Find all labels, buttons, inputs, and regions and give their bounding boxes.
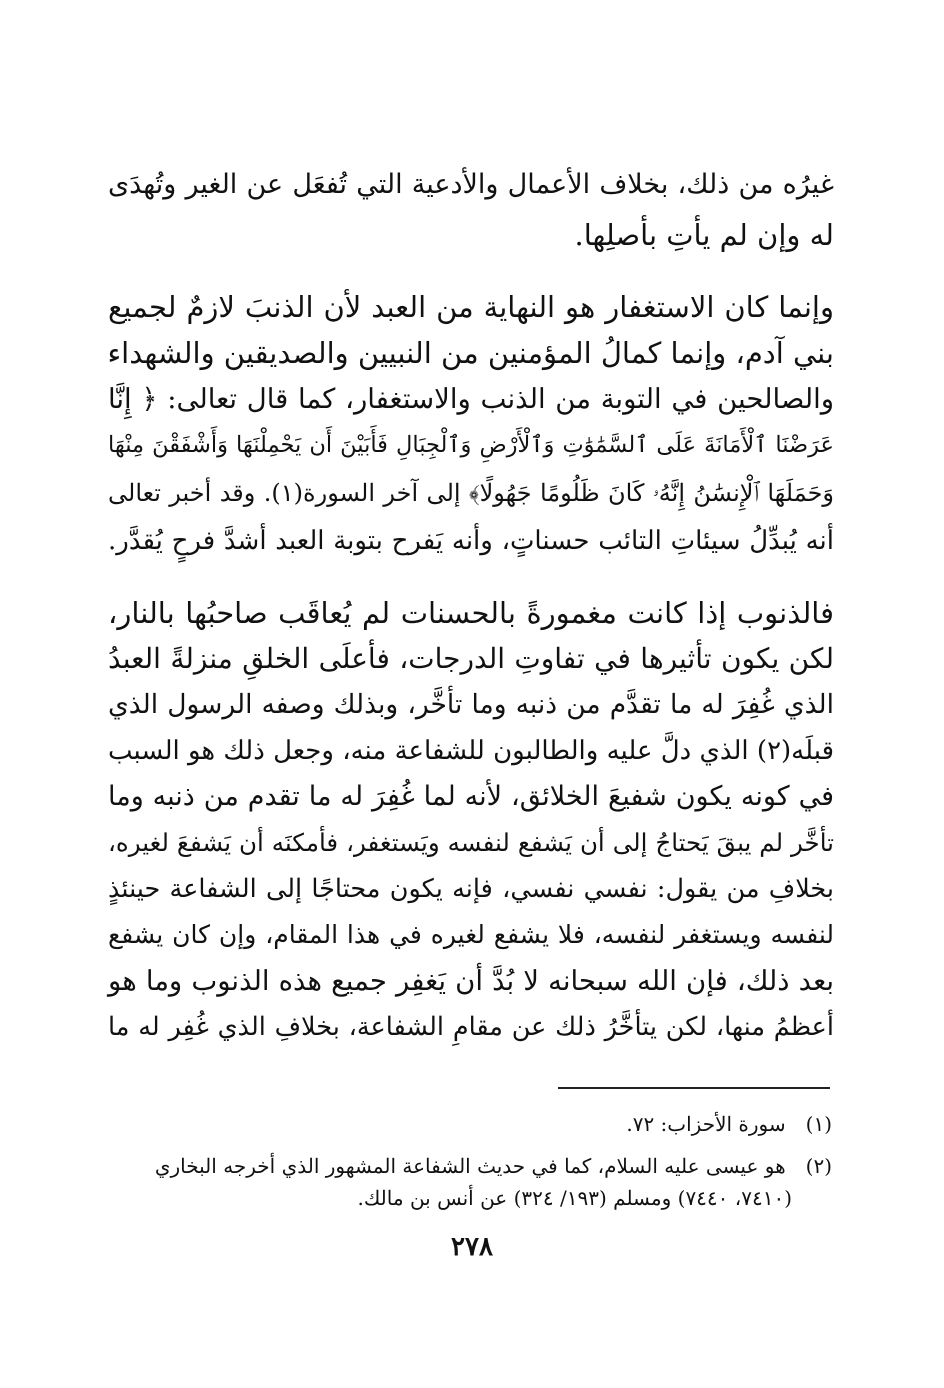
footnote-1-text: سورة الأحزاب: ٧٢.	[626, 1112, 786, 1136]
paragraph-3-line-10: أعظمُ منها، لكن يتأخَّرُ ذلك عن مقامِ الشفاعة، بخلافِ الذي غُفِر له ما	[108, 1012, 834, 1042]
paragraph-3-line-9: بعد ذلك، فإن الله سبحانه لا بُدَّ أن يَغفِر جميع هذه الذنوب وما هو	[108, 965, 834, 997]
paragraph-3-line-7: بخلافِ من يقول: نفسي نفسي، فإنه يكون محتاجًا إلى الشفاعة حينئذٍ	[108, 874, 834, 904]
paragraph-3-line-4: قبلَه(٢) الذي دلَّ عليه والطالبون للشفاعة منه، وجعل ذلك هو السبب	[108, 736, 834, 766]
paragraph-3-line-6: تأخَّر لم يبقَ يَحتاجُ إلى أن يَشفع لنفسه ويَستغفر، فأمكنَه أن يَشفعَ لغيره،	[108, 828, 834, 857]
page-number: ٢٧٨	[451, 1232, 493, 1262]
paragraph-2-line-2: بني آدم، وإنما كمالُ المؤمنين من النبيين والصديقين والشهداء	[107, 336, 834, 370]
footnote-1	[108, 1109, 832, 1139]
footnote-2-number: (٢)	[805, 1154, 832, 1178]
paragraph-1-line-2: له وإن لم يأتِ بأصلِها.	[574, 218, 834, 252]
footnote-separator	[558, 1087, 830, 1089]
footnote-2-continuation	[108, 1183, 832, 1213]
paragraph-3-line-3: الذي غُفِرَ له ما تقدَّم من ذنبه وما تأخَّر، وبذلك وصفه الرسول الذي	[108, 689, 834, 720]
footnote-2-text-line-2: (٧٤١٠، ٧٤٤٠) ومسلم (١٩٣/ ٣٢٤) عن أنس بن مالك.	[357, 1186, 792, 1210]
paragraph-2-line-1: وإنما كان الاستغفار هو النهاية من العبد لأن الذنبَ لازمٌ لجميع	[108, 290, 834, 324]
paragraph-3-line-2: لكن يكون تأثيرها في تفاوتِ الدرجات، فأعلَى الخلقِ منزلةً العبدُ	[108, 642, 834, 675]
paragraph-3-line-8: لنفسه ويستغفر لنفسه، فلا يشفع لغيره في هذا المقام، وإن كان يشفع	[108, 920, 834, 949]
footnote-1-number: (١)	[805, 1112, 832, 1136]
paragraph-1-line-1: غيرُه من ذلك، بخلاف الأعمال والأدعية التي تُفعَل عن الغير وتُهدَى	[108, 169, 834, 200]
quran-verse-line: عَرَضْنَا ٱلْأَمَانَةَ عَلَى ٱلسَّمَٰوَٰتِ وَٱلْأَرْضِ وَٱلْجِبَالِ فَأَبَيْنَ أَن يَحْمِلْنَهَا وَأَشْفَقْنَ مِنْهَا	[108, 432, 834, 458]
paragraph-2-line-6: أنه يُبدِّلُ سيئاتِ التائب حسناتٍ، وأنه يَفرح بتوبة العبد أشدَّ فرحٍ يُقدَّر.	[108, 526, 834, 556]
paragraph-3-line-5: في كونه يكون شفيعَ الخلائق، لأنه لما غُفِرَ له ما تقدم من ذنبه وما	[108, 781, 834, 812]
footnote-2	[108, 1151, 832, 1181]
paragraph-3-line-1: فالذنوب إذا كانت مغمورةً بالحسنات لم يُعاقَب صاحبُها بالنار،	[108, 596, 834, 630]
paragraph-2-line-5: وَحَمَلَهَا ٱلْإِنسَٰنُ إِنَّهُۥ كَانَ ظَلُومًا جَهُولًا﴾ إلى آخر السورة(١). وقد أخبر تعالى	[108, 479, 834, 507]
paragraph-2-line-3: والصالحين في التوبة من الذنب والاستغفار، كما قال تعالى: ﴿ إِنَّا	[108, 383, 834, 415]
footnote-2-text-line-1: هو عيسى عليه السلام، كما في حديث الشفاعة المشهور الذي أخرجه البخاري	[154, 1154, 786, 1178]
